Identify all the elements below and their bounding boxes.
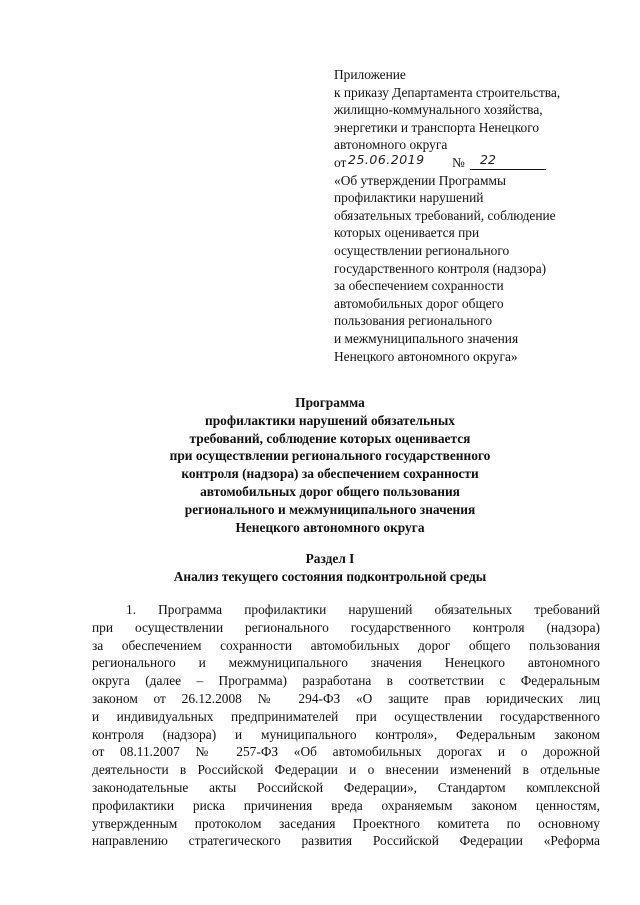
appendix-line: энергетики и транспорта Ненецкого: [334, 119, 540, 135]
program-title: [60, 394, 600, 536]
order-date-number-line: [334, 151, 604, 172]
order-title-line: пользования регионального: [334, 313, 493, 329]
order-title-line: за обеспечением сохранности: [334, 278, 504, 294]
order-title-line: Ненецкого автономного округа»: [334, 348, 518, 364]
program-title-line: контроля (надзора) за обеспечением сохранности: [181, 466, 479, 482]
handwritten-date: 25.06.2019: [348, 151, 425, 167]
paragraph-line: от 08.11.2007 № 257-ФЗ «Об автомобильных дорогах и о дорожной: [92, 744, 600, 760]
appendix-block: [334, 66, 604, 365]
paragraph-line: законом от 26.12.2008 № 294-ФЗ «О защите прав юридических лиц: [92, 690, 600, 706]
date-prefix: от: [334, 154, 347, 170]
body-paragraph: [92, 601, 600, 850]
section-number: Раздел I: [305, 551, 355, 566]
program-title-line: Ненецкого автономного округа: [235, 519, 425, 535]
appendix-line: автономного округа: [334, 137, 448, 153]
paragraph-line: контроля (надзора) и муниципального контроля», Федеральным законом: [92, 726, 600, 742]
program-title-line: регионального и межмуниципального значения: [184, 501, 476, 517]
order-title-line: «Об утверждении Программы: [334, 172, 506, 188]
paragraph-line: при осуществлении регионального государственного контроля (надзора): [92, 619, 600, 635]
paragraph-line: законодательные акты Российской Федерации», Стандартом комплексной: [92, 779, 600, 795]
order-title-line: которых оценивается при: [334, 225, 480, 241]
paragraph-line: направлению стратегического развития Российской Федерации «Реформа: [92, 833, 600, 849]
order-title-line: государственного контроля (надзора): [334, 260, 547, 276]
program-title-line: профилактики нарушений обязательных: [205, 412, 455, 428]
order-title-line: профилактики нарушений: [334, 190, 484, 206]
order-title-line: осуществлении регионального: [334, 242, 510, 258]
handwritten-number: 22: [480, 151, 496, 167]
paragraph-line: и индивидуальных предпринимателей при осуществлении государственного: [92, 708, 600, 724]
appendix-line: жилищно-коммунального хозяйства,: [334, 102, 543, 118]
order-title-line: и межмуниципального значения: [334, 330, 519, 346]
paragraph-line: утвержденным протоколом заседания Проектного комитета по основному: [92, 815, 600, 831]
program-title-line: Программа: [295, 395, 365, 410]
section-heading: [60, 550, 600, 586]
order-title-line: автомобильных дорог общего: [334, 295, 504, 311]
program-title-line: требований, соблюдение которых оценивается: [189, 430, 471, 446]
paragraph-line: деятельности в Российской Федерации и о внесении изменений в отдельные: [92, 762, 600, 778]
paragraph-line: округа (далее – Программа) разработана в соответствии с Федеральным: [92, 673, 600, 689]
program-title-line: при осуществлении регионального государственного: [169, 448, 491, 464]
number-underline: [470, 169, 546, 170]
section-title: Анализ текущего состояния подконтрольной среды: [173, 568, 487, 584]
paragraph-line: 1. Программа профилактики нарушений обязательных требований: [126, 602, 600, 617]
program-title-line: автомобильных дорог общего пользования: [200, 483, 460, 499]
paragraph-line: за обеспечением сохранности автомобильных дорог общего пользования: [92, 637, 600, 653]
number-prefix: №: [452, 154, 465, 170]
paragraph-line: профилактики риска причинения вреда охраняемым законом ценностям,: [92, 797, 600, 813]
appendix-line: Приложение: [334, 67, 406, 82]
appendix-line: к приказу Департамента строительства,: [334, 84, 561, 100]
paragraph-line: регионального и межмуниципального значения Ненецкого автономного: [92, 655, 600, 671]
order-title-line: обязательных требований, соблюдение: [334, 207, 556, 223]
